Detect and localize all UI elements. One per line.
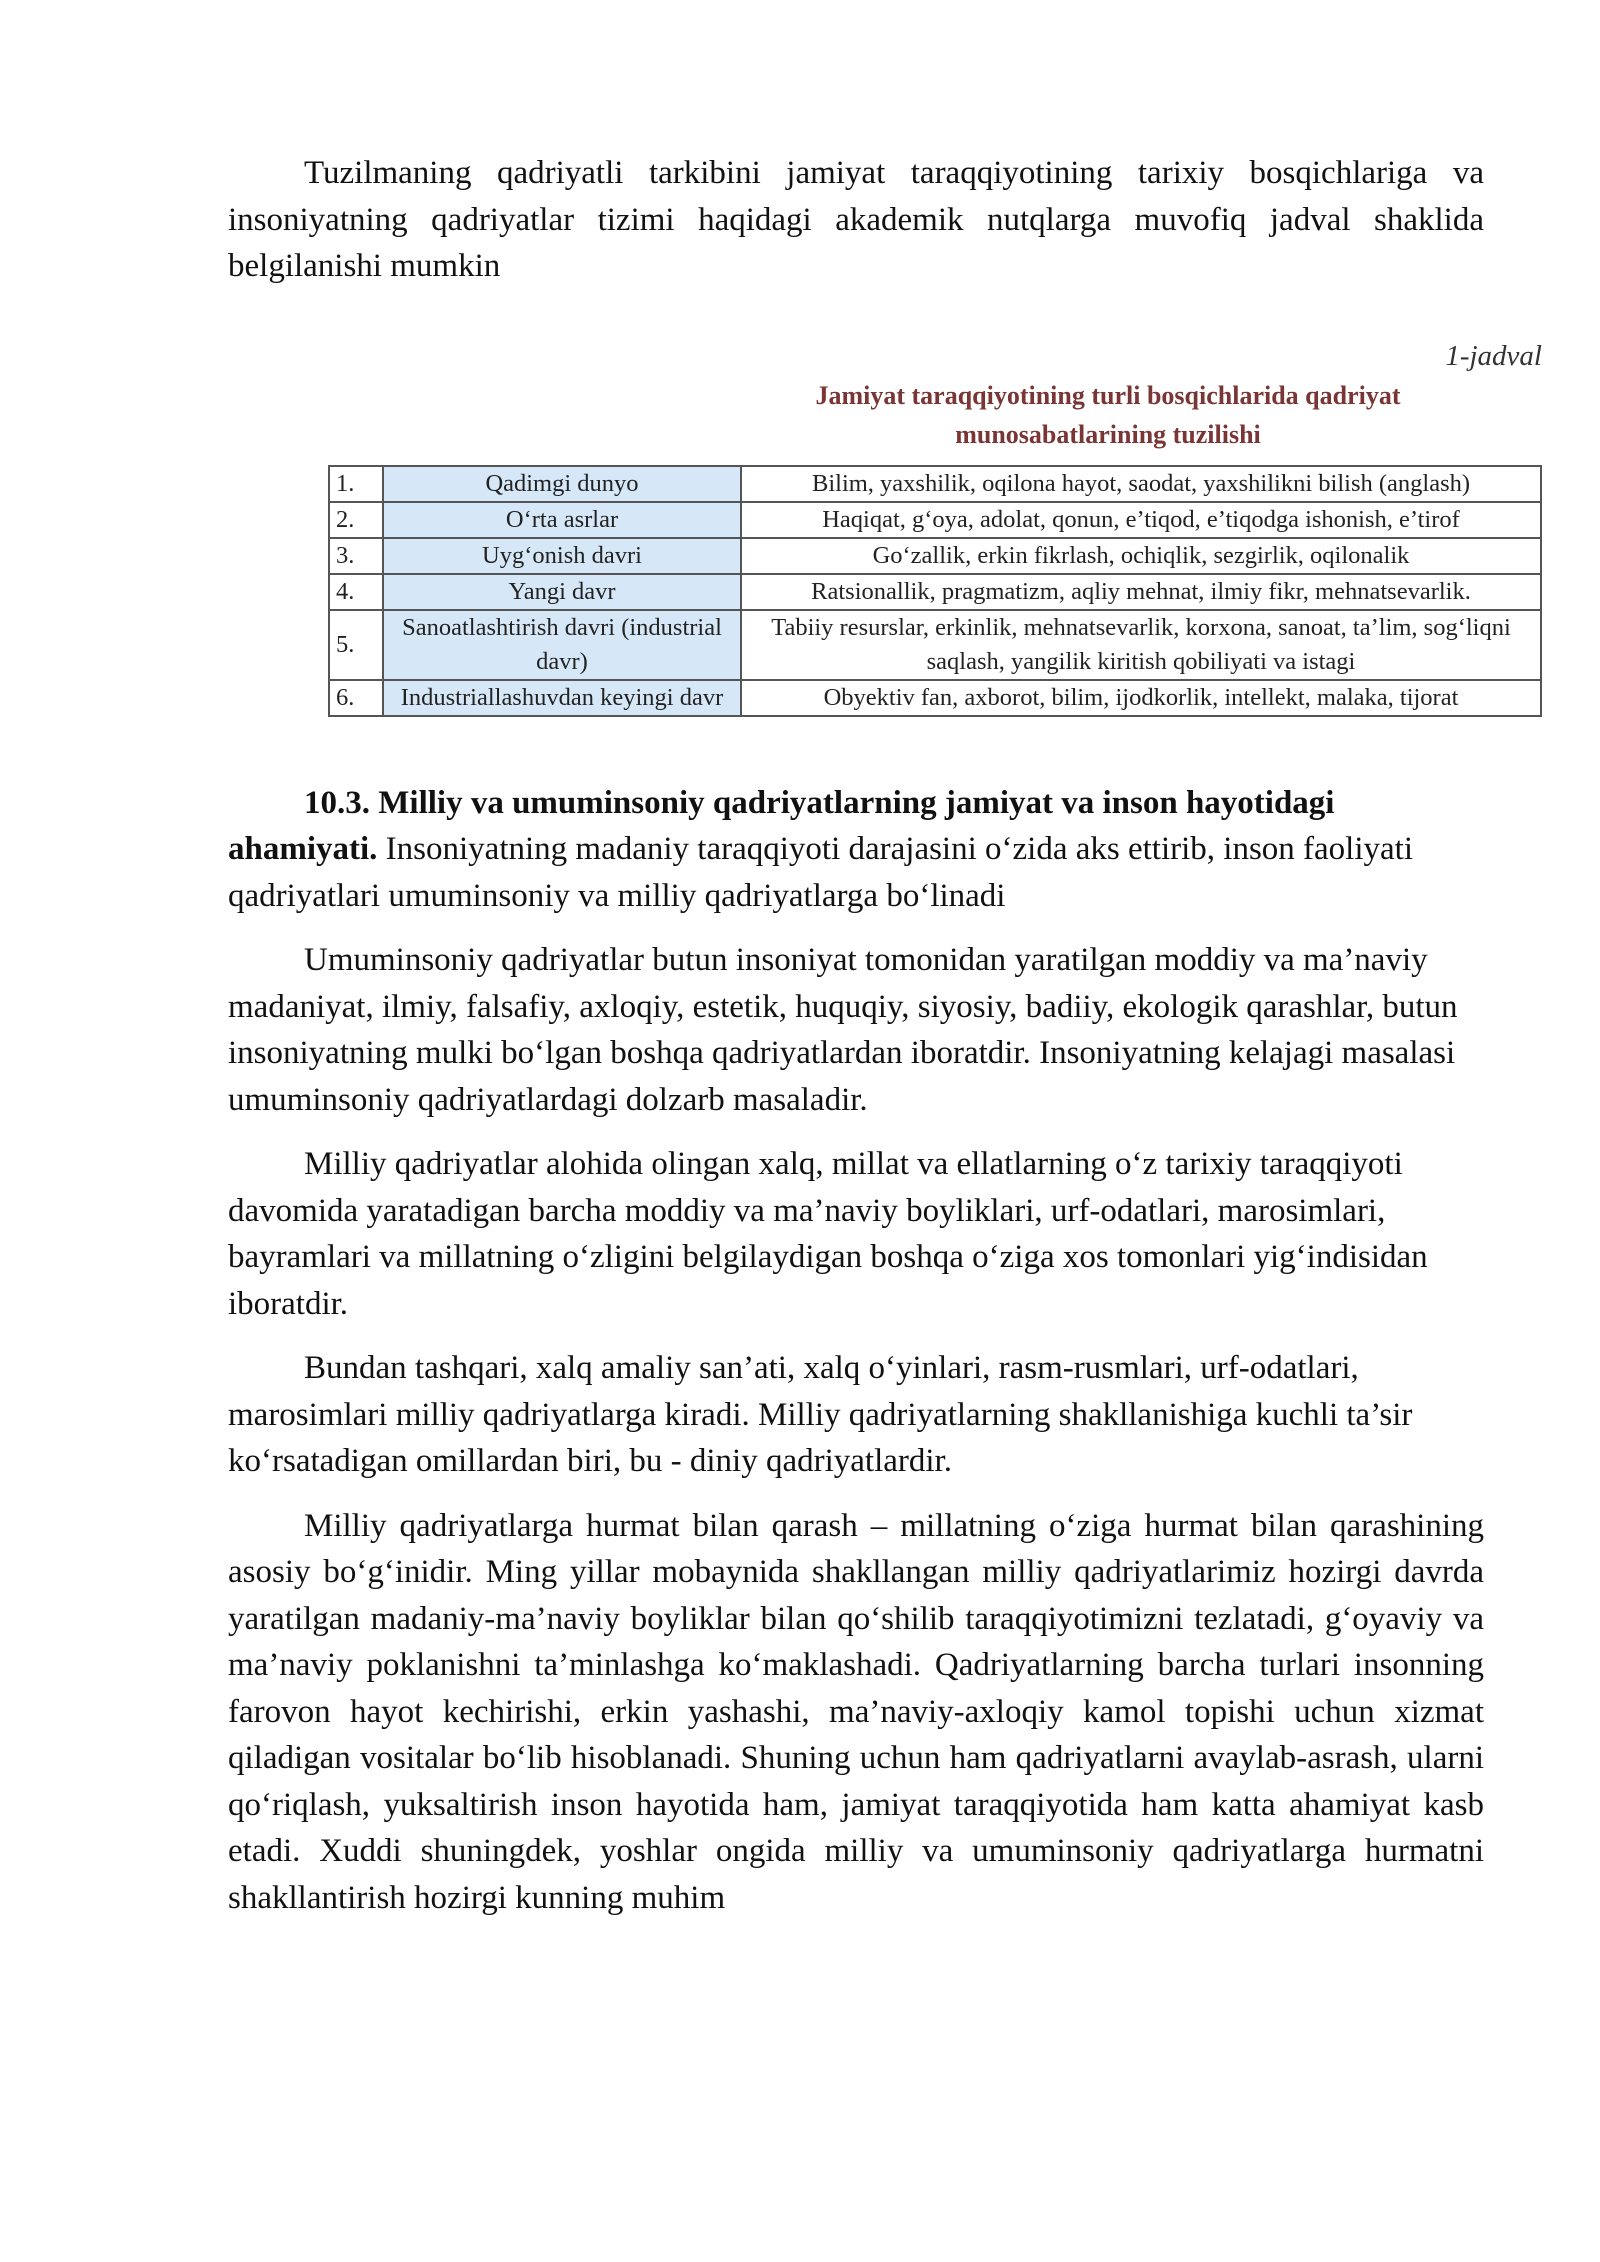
values-cell: Haqiqat, g‘oya, adolat, qonun, e’tiqod, e’tiqodga ishonish, e’tirof bbox=[741, 502, 1541, 538]
intro-paragraph: Tuzilmaning qadriyatli tarkibini jamiyat taraqqiyotining tarixiy bosqichlariga va insoniyatning qadriyatlar tizimi haqidagi akademik nutqlarga muvofiq jadval shaklida belgilanishi mumkin bbox=[228, 155, 1484, 284]
values-cell: Ratsionallik, pragmatizm, aqliy mehnat, ilmiy fikr, mehnatsevarlik. bbox=[741, 574, 1541, 610]
table-row bbox=[329, 574, 1541, 610]
body-paragraph: Milliy qadriyatlar alohida olingan xalq, millat va ellatlarning o‘z tarixiy taraqqiyoti davomida yaratadigan barcha moddiy va ma’naviy boyliklari, urf-odatlari, marosimlari, bayramlari va millatning o‘zligini belgilaydigan boshqa o‘ziga xos tomonlari yig‘indisidan iboratdir. bbox=[228, 1146, 1428, 1322]
era-cell: Sanoatlashtirish davri (industrial davr) bbox=[383, 610, 741, 680]
table-row bbox=[329, 502, 1541, 538]
values-cell: Obyektiv fan, axborot, bilim, ijodkorlik, intellekt, malaka, tijorat bbox=[741, 680, 1541, 716]
body-paragraph: Bundan tashqari, xalq amaliy san’ati, xalq o‘yinlari, rasm-rusmlari, urf-odatlari, marosimlari milliy qadriyatlarga kiradi. Milliy qadriyatlarning shakllanishiga kuchli ta’sir ko‘rsatadigan omillardan biri, bu - diniy qadriyatlardir. bbox=[228, 1350, 1413, 1479]
row-number: 6. bbox=[329, 680, 383, 716]
row-number: 2. bbox=[329, 502, 383, 538]
section-paragraph bbox=[228, 780, 1484, 920]
row-number: 4. bbox=[329, 574, 383, 610]
table-row bbox=[329, 466, 1541, 502]
table-row bbox=[329, 538, 1541, 574]
section-lead-text: Insoniyatning madaniy taraqqiyoti darajasini o‘zida aks ettirib, inson faoliyati qadriyatlari umuminsoniy va milliy qadriyatlarga bo‘linadi bbox=[228, 831, 1413, 914]
table-row bbox=[329, 680, 1541, 716]
row-number: 5. bbox=[329, 610, 383, 680]
values-cell: Go‘zallik, erkin fikrlash, ochiqlik, sezgirlik, oqilonalik bbox=[741, 538, 1541, 574]
section-heading: 10.3. Milliy va umuminsoniy qadriyatlarning jamiyat va inson hayotidagi ahamiyati. bbox=[228, 784, 1335, 867]
era-cell: Industriallashuvdan keyingi davr bbox=[383, 680, 741, 716]
body-paragraph: Umuminsoniy qadriyatlar butun insoniyat tomonidan yaratilgan moddiy va ma’naviy madaniyat, ilmiy, falsafiy, axloqiy, estetik, huquqiy, siyosiy, badiiy, ekologik qarashlar, butun insoniyatning mulki bo‘lgan boshqa qadriyatlardan iboratdir. Insoniyatning kelajagi masalasi umuminsoniy qadriyatlardagi dolzarb masaladir. bbox=[228, 942, 1458, 1118]
table-block bbox=[228, 339, 1542, 780]
era-cell: Qadimgi dunyo bbox=[383, 466, 741, 502]
body-paragraph: Milliy qadriyatlarga hurmat bilan qarash – millatning o‘ziga hurmat bilan qarashining asosiy bo‘g‘inidir. Ming yillar mobaynida shakllangan milliy qadriyatlarimiz hozirgi davrda yaratilgan madaniy-ma’naviy boyliklar bilan qo‘shilib taraqqiyotimizni tezlatadi, g‘oyaviy va ma’naviy poklanishni ta’minlashga ko‘maklashadi. Qadriyatlarning barcha turlari insonning farovon hayot kechirishi, erkin yashashi, ma’naviy-axloqiy kamol topishi uchun xizmat qiladigan vositalar bo‘lib hisoblanadi. Shuning uchun ham qadriyatlarni avaylab-asrash, ularni qo‘riqlash, yuksaltirish inson hayotida ham, jamiyat taraqqiyotida ham katta ahamiyat kasb etadi. Xuddi shuningdek, yoshlar ongida milliy va umuminsoniy qadriyatlarga hurmatni shakllantirish hozirgi kunning muhim bbox=[228, 1507, 1484, 1916]
row-number: 1. bbox=[329, 466, 383, 502]
values-table bbox=[328, 465, 1542, 717]
era-cell: Uyg‘onish davri bbox=[383, 538, 741, 574]
row-number: 3. bbox=[329, 538, 383, 574]
document-page bbox=[228, 150, 1542, 1921]
table-caption: Jamiyat taraqqiyotining turli bosqichlarida qadriyat munosabatlarining tuzilishi bbox=[815, 380, 1401, 449]
values-cell: Bilim, yaxshilik, oqilona hayot, saodat, yaxshilikni bilish (anglash) bbox=[741, 466, 1541, 502]
era-cell: Yangi davr bbox=[383, 574, 741, 610]
table-row bbox=[329, 610, 1541, 680]
era-cell: O‘rta asrlar bbox=[383, 502, 741, 538]
values-cell: Tabiiy resurslar, erkinlik, mehnatsevarlik, korxona, sanoat, ta’lim, sog‘liqni saqlash, yangilik kiritish qobiliyati va istagi bbox=[741, 610, 1541, 680]
table-number: 1-jadval bbox=[1445, 339, 1542, 372]
